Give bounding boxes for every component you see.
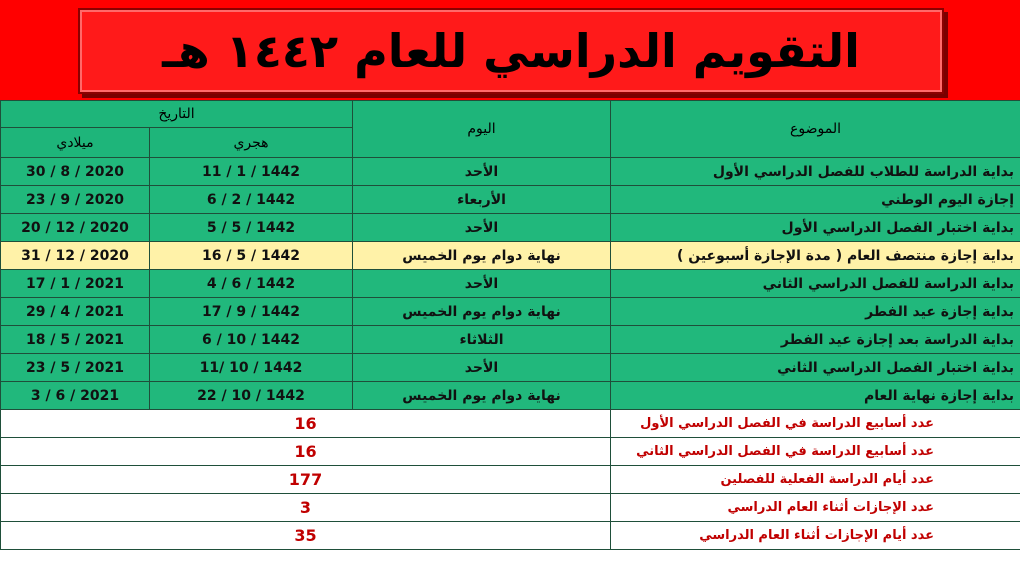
summary-label: عدد أسابيع الدراسة في الفصل الدراسي الثاني xyxy=(611,438,1020,466)
summary-value: 3 xyxy=(1,494,611,522)
summary-value: 35 xyxy=(1,522,611,550)
header-hijri: هجري xyxy=(150,128,353,158)
table-row xyxy=(1,186,1020,214)
row-topic: بداية الدراسة للفصل الدراسي الثاني xyxy=(611,270,1020,298)
row-topic: بداية إجازة نهاية العام xyxy=(611,382,1020,410)
row-day: الأربعاء xyxy=(353,186,611,214)
row-hijri-date: 4 / 6 / 1442 xyxy=(150,270,353,298)
header-date: التاريخ xyxy=(1,101,353,128)
row-topic: بداية إجازة منتصف العام ( مدة الإجازة أسبوعين ) xyxy=(611,242,1020,270)
row-day: الأحد xyxy=(353,158,611,186)
summary-value: 16 xyxy=(1,438,611,466)
row-day: نهاية دوام يوم الخميس xyxy=(353,242,611,270)
table-row xyxy=(1,214,1020,242)
row-topic: إجازة اليوم الوطني xyxy=(611,186,1020,214)
row-day: نهاية دوام يوم الخميس xyxy=(353,298,611,326)
table-row xyxy=(1,382,1020,410)
title-band xyxy=(0,0,1020,100)
table-row xyxy=(1,354,1020,382)
summary-value: 177 xyxy=(1,466,611,494)
title-box xyxy=(78,8,944,94)
table-row xyxy=(1,242,1020,270)
calendar-table xyxy=(0,100,1020,550)
row-hijri-date: 11/ 10 / 1442 xyxy=(150,354,353,382)
row-gregorian-date: 18 / 5 / 2021 xyxy=(1,326,150,354)
summary-row xyxy=(1,466,1020,494)
header-topic: الموضوع xyxy=(611,101,1020,158)
row-topic: بداية الدراسة للطلاب للفصل الدراسي الأول xyxy=(611,158,1020,186)
row-gregorian-date: 29 / 4 / 2021 xyxy=(1,298,150,326)
summary-row xyxy=(1,438,1020,466)
table-row xyxy=(1,326,1020,354)
row-hijri-date: 11 / 1 / 1442 xyxy=(150,158,353,186)
row-topic: بداية اختبار الفصل الدراسي الأول xyxy=(611,214,1020,242)
row-gregorian-date: 3 / 6 / 2021 xyxy=(1,382,150,410)
row-hijri-date: 5 / 5 / 1442 xyxy=(150,214,353,242)
table-row xyxy=(1,158,1020,186)
row-day: الثلاثاء xyxy=(353,326,611,354)
row-gregorian-date: 30 / 8 / 2020 xyxy=(1,158,150,186)
summary-label: عدد أسابيع الدراسة في الفصل الدراسي الأول xyxy=(611,410,1020,438)
summary-label: عدد الإجازات أثناء العام الدراسي xyxy=(611,494,1020,522)
table-row xyxy=(1,270,1020,298)
row-hijri-date: 16 / 5 / 1442 xyxy=(150,242,353,270)
summary-label: عدد أيام الدراسة الفعلية للفصلين xyxy=(611,466,1020,494)
row-day: الأحد xyxy=(353,270,611,298)
row-hijri-date: 22 / 10 / 1442 xyxy=(150,382,353,410)
row-gregorian-date: 17 / 1 / 2021 xyxy=(1,270,150,298)
row-hijri-date: 6 / 2 / 1442 xyxy=(150,186,353,214)
table-row xyxy=(1,298,1020,326)
header-day: اليوم xyxy=(353,101,611,158)
row-day: الأحد xyxy=(353,354,611,382)
row-hijri-date: 6 / 10 / 1442 xyxy=(150,326,353,354)
summary-row xyxy=(1,522,1020,550)
row-topic: بداية اختبار الفصل الدراسي الثاني xyxy=(611,354,1020,382)
row-day: نهاية دوام يوم الخميس xyxy=(353,382,611,410)
row-day: الأحد xyxy=(353,214,611,242)
row-gregorian-date: 23 / 5 / 2021 xyxy=(1,354,150,382)
row-hijri-date: 17 / 9 / 1442 xyxy=(150,298,353,326)
summary-row xyxy=(1,494,1020,522)
header-gregorian: ميلادي xyxy=(1,128,150,158)
row-gregorian-date: 31 / 12 / 2020 xyxy=(1,242,150,270)
summary-label: عدد أيام الإجازات أثناء العام الدراسي xyxy=(611,522,1020,550)
summary-row xyxy=(1,410,1020,438)
row-gregorian-date: 20 / 12 / 2020 xyxy=(1,214,150,242)
row-topic: بداية إجازة عيد الفطر xyxy=(611,298,1020,326)
header-row xyxy=(1,101,1020,128)
summary-value: 16 xyxy=(1,410,611,438)
page-title: التقويم الدراسي للعام ١٤٤٢ هـ xyxy=(162,24,860,78)
row-gregorian-date: 23 / 9 / 2020 xyxy=(1,186,150,214)
row-topic: بداية الدراسة بعد إجازة عيد الفطر xyxy=(611,326,1020,354)
